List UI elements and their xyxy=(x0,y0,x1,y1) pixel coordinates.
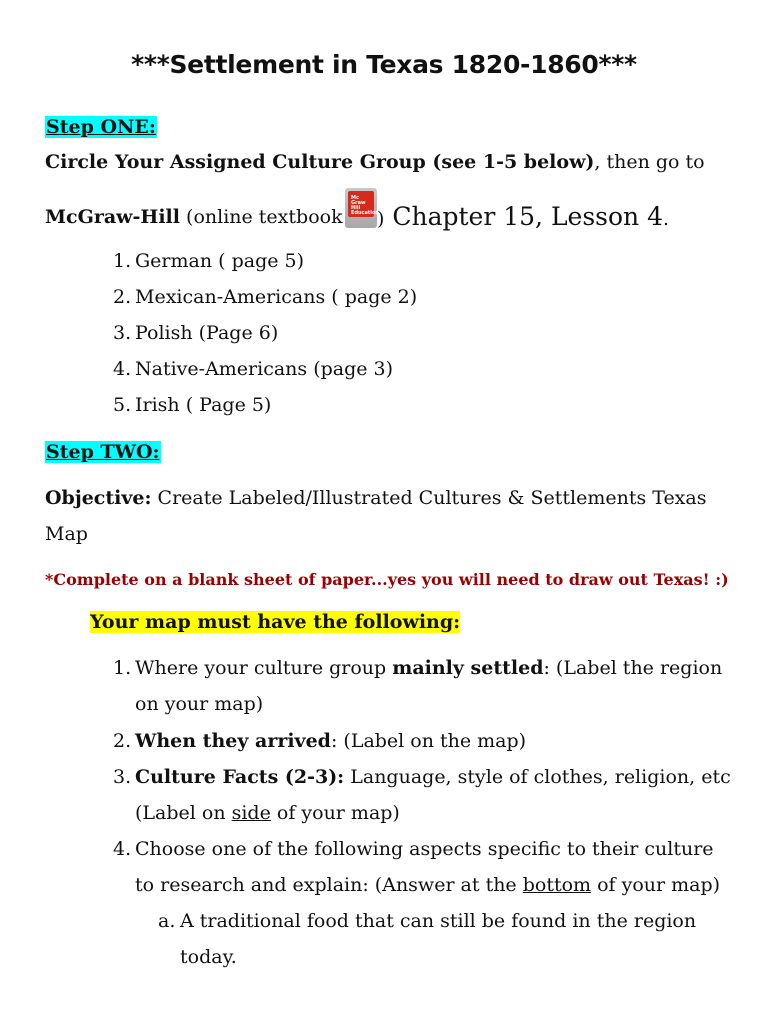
list-number: 1. xyxy=(113,250,132,272)
item-text: (Label on xyxy=(135,802,232,824)
chapter-end: . xyxy=(663,208,670,230)
list-number: 4. xyxy=(113,358,132,380)
requirement-item-4 xyxy=(113,838,714,860)
chapter-text: Chapter 15, Lesson 4 xyxy=(384,202,664,231)
list-item xyxy=(113,286,417,308)
mcgraw-hill-logo-icon[interactable] xyxy=(345,188,377,228)
list-item xyxy=(113,322,278,344)
textbook-paren: (online textbook xyxy=(180,206,343,228)
list-item xyxy=(113,250,304,272)
list-item xyxy=(113,394,271,416)
list-number: 4. xyxy=(113,838,132,860)
complete-note: *Complete on a blank sheet of paper...yes you will need to draw out Texas! :) xyxy=(45,570,729,589)
paren-close: ) xyxy=(377,208,385,230)
sub-item-a-cont: today. xyxy=(180,946,237,968)
item-text: : (Label the region xyxy=(543,657,723,679)
item-bold-text: mainly settled xyxy=(392,657,544,679)
requirement-item-3-cont xyxy=(135,802,400,824)
sub-item-a xyxy=(158,910,696,932)
logo-text: Mc Graw Hill Education xyxy=(351,195,379,216)
list-number: 3. xyxy=(113,766,132,788)
step-one-line1 xyxy=(45,151,705,173)
logo-red-square xyxy=(348,191,379,217)
objective-text: Create Labeled/Illustrated Cultures & Settlements Texas xyxy=(151,487,707,509)
chapter-reference xyxy=(377,202,669,231)
item-text: of your map) xyxy=(591,874,721,896)
list-number: 2. xyxy=(113,286,132,308)
requirement-item-4-cont xyxy=(135,874,720,896)
list-number: 2. xyxy=(113,730,132,752)
requirement-item-1 xyxy=(113,657,722,679)
item-text: of your map) xyxy=(270,802,400,824)
step-one-label: Step ONE: xyxy=(46,116,156,138)
requirement-item-2 xyxy=(113,730,526,752)
item-text: : (Label on the map) xyxy=(330,730,527,752)
item-text: Where your culture group xyxy=(135,657,393,679)
list-text: Mexican-Americans ( page 2) xyxy=(135,286,418,308)
list-text: Polish (Page 6) xyxy=(135,322,279,344)
item-text: to research and explain: (Answer at the xyxy=(135,874,523,896)
mcgraw-hill-label: McGraw-Hill xyxy=(45,206,180,228)
item-text: Choose one of the following aspects specific to their culture xyxy=(135,838,714,860)
assign-instruction-rest: , then go to xyxy=(594,151,705,173)
list-item xyxy=(113,358,393,380)
objective-line2: Map xyxy=(45,523,88,545)
item-underlined-text: bottom xyxy=(522,874,592,896)
list-text: Irish ( Page 5) xyxy=(135,394,272,416)
list-number: 3. xyxy=(113,322,132,344)
must-have-heading xyxy=(90,611,460,633)
objective-label: Objective: xyxy=(45,487,152,509)
step-one-line2 xyxy=(45,206,343,228)
list-text: German ( page 5) xyxy=(135,250,305,272)
requirement-item-3 xyxy=(113,766,731,788)
item-bold-text: Culture Facts (2-3): xyxy=(135,766,345,788)
list-text: Native-Americans (page 3) xyxy=(135,358,394,380)
item-bold-text: When they arrived xyxy=(135,730,331,752)
step-two-label: Step TWO: xyxy=(46,441,160,463)
assign-instruction: Circle Your Assigned Culture Group (see 1-5 below) xyxy=(45,151,595,173)
objective-line1 xyxy=(45,487,706,509)
requirement-item-1-cont: on your map) xyxy=(135,693,264,715)
list-letter: a. xyxy=(158,910,176,932)
must-have-label: Your map must have the following: xyxy=(90,611,461,633)
item-underlined-text: side xyxy=(231,802,271,824)
list-number: 5. xyxy=(113,394,132,416)
item-text: A traditional food that can still be found in the region xyxy=(180,910,697,932)
step-one-heading xyxy=(45,116,157,138)
item-text: Language, style of clothes, religion, etc xyxy=(344,766,731,788)
page-title: ***Settlement in Texas 1820-1860*** xyxy=(131,50,637,79)
step-two-heading xyxy=(45,441,161,463)
list-number: 1. xyxy=(113,657,132,679)
